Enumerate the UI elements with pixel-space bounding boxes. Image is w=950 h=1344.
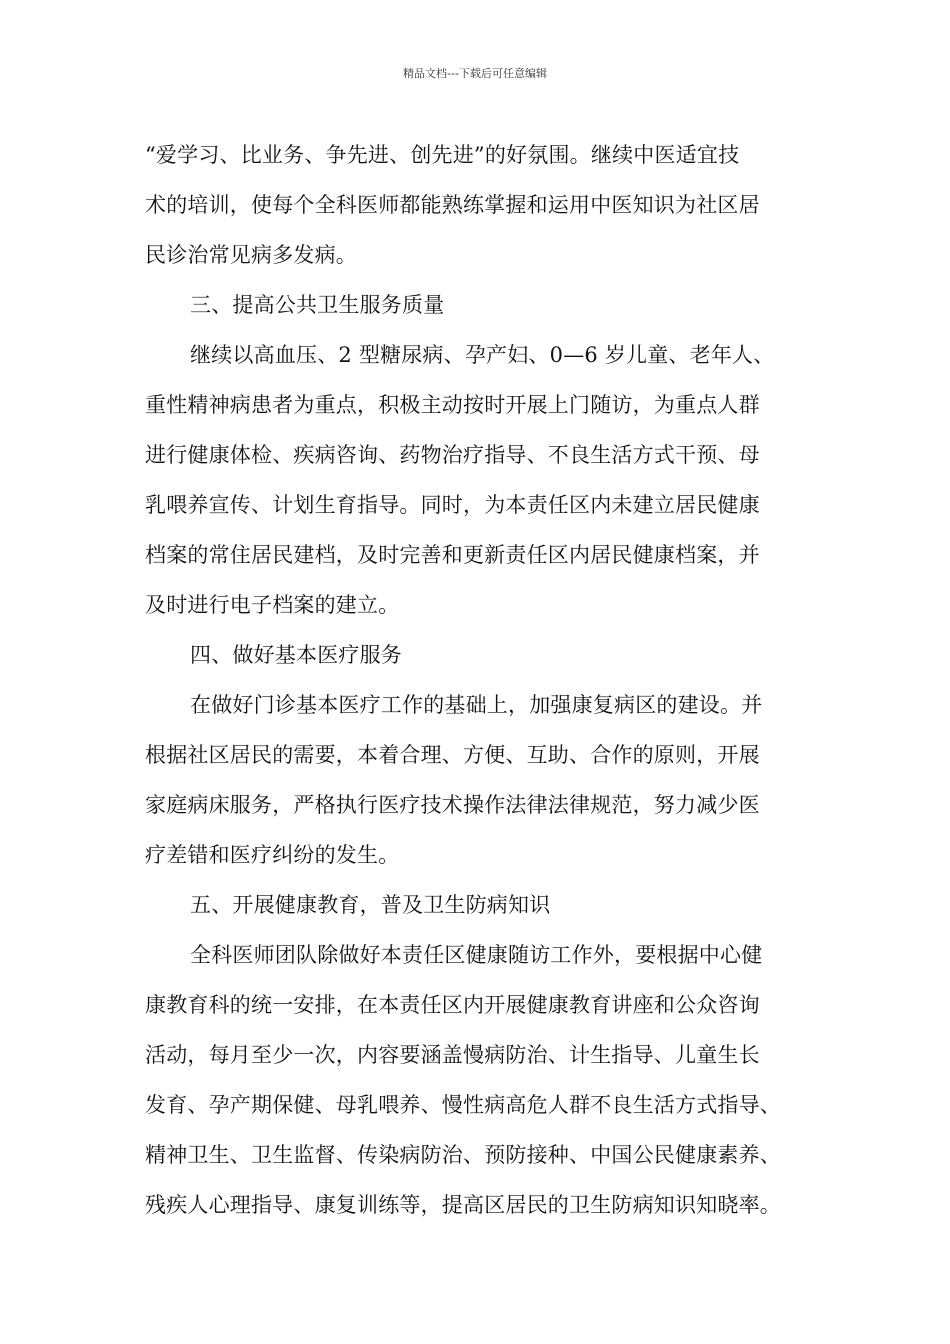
paragraph-line: 民诊治常见病多发病。 — [145, 243, 357, 267]
section-heading-3: 三、提高公共卫生服务质量 — [190, 293, 445, 317]
paragraph-line: 根据社区居民的需要，本着合理、方便、互助、合作的原则，开展 — [145, 743, 760, 767]
paragraph-line: 乳喂养宣传、计划生育指导。同时，为本责任区内未建立居民健康 — [145, 493, 760, 517]
paragraph-line: 活动，每月至少一次，内容要涵盖慢病防治、计生指导、儿童生长 — [145, 1043, 760, 1067]
paragraph-line: 康教育科的统一安排，在本责任区内开展健康教育讲座和公众咨询 — [145, 993, 760, 1017]
paragraph-line: 术的培训，使每个全科医师都能熟练掌握和运用中医知识为社区居 — [145, 193, 760, 217]
paragraph-line: 重性精神病患者为重点，积极主动按时开展上门随访，为重点人群 — [145, 393, 760, 417]
paragraph-line: 发育、孕产期保健、母乳喂养、慢性病高危人群不良生活方式指导、 — [145, 1093, 781, 1117]
paragraph-line: 进行健康体检、疾病咨询、药物治疗指导、不良生活方式干预、母 — [145, 443, 760, 467]
paragraph-line: 档案的常住居民建档，及时完善和更新责任区内居民健康档案，并 — [145, 543, 760, 567]
paragraph-line: 在做好门诊基本医疗工作的基础上，加强康复病区的建设。并 — [190, 693, 763, 717]
section-heading-5: 五、开展健康教育，普及卫生防病知识 — [190, 893, 551, 917]
paragraph-line: 疗差错和医疗纠纷的发生。 — [145, 843, 400, 867]
paragraph-line: 精神卫生、卫生监督、传染病防治、预防接种、中国公民健康素养、 — [145, 1143, 781, 1167]
paragraph-line: 继续以高血压、2 型糖尿病、孕产妇、0—6 岁儿童、老年人、 — [190, 343, 775, 367]
paragraph-line: 及时进行电子档案的建立。 — [145, 593, 400, 617]
paragraph-line: “爱学习、比业务、争先进、创先进”的好氛围。继续中医适宜技 — [145, 143, 740, 167]
document-body — [145, 130, 835, 1230]
page-header: 精品文档---下载后可任意编辑 — [403, 67, 547, 80]
section-heading-4: 四、做好基本医疗服务 — [190, 643, 402, 667]
paragraph-line: 全科医师团队除做好本责任区健康随访工作外，要根据中心健 — [190, 943, 763, 967]
paragraph-line: 家庭病床服务，严格执行医疗技术操作法律法律规范，努力减少医 — [145, 793, 760, 817]
paragraph-line: 残疾人心理指导、康复训练等，提高区居民的卫生防病知识知晓率。 — [145, 1193, 781, 1217]
